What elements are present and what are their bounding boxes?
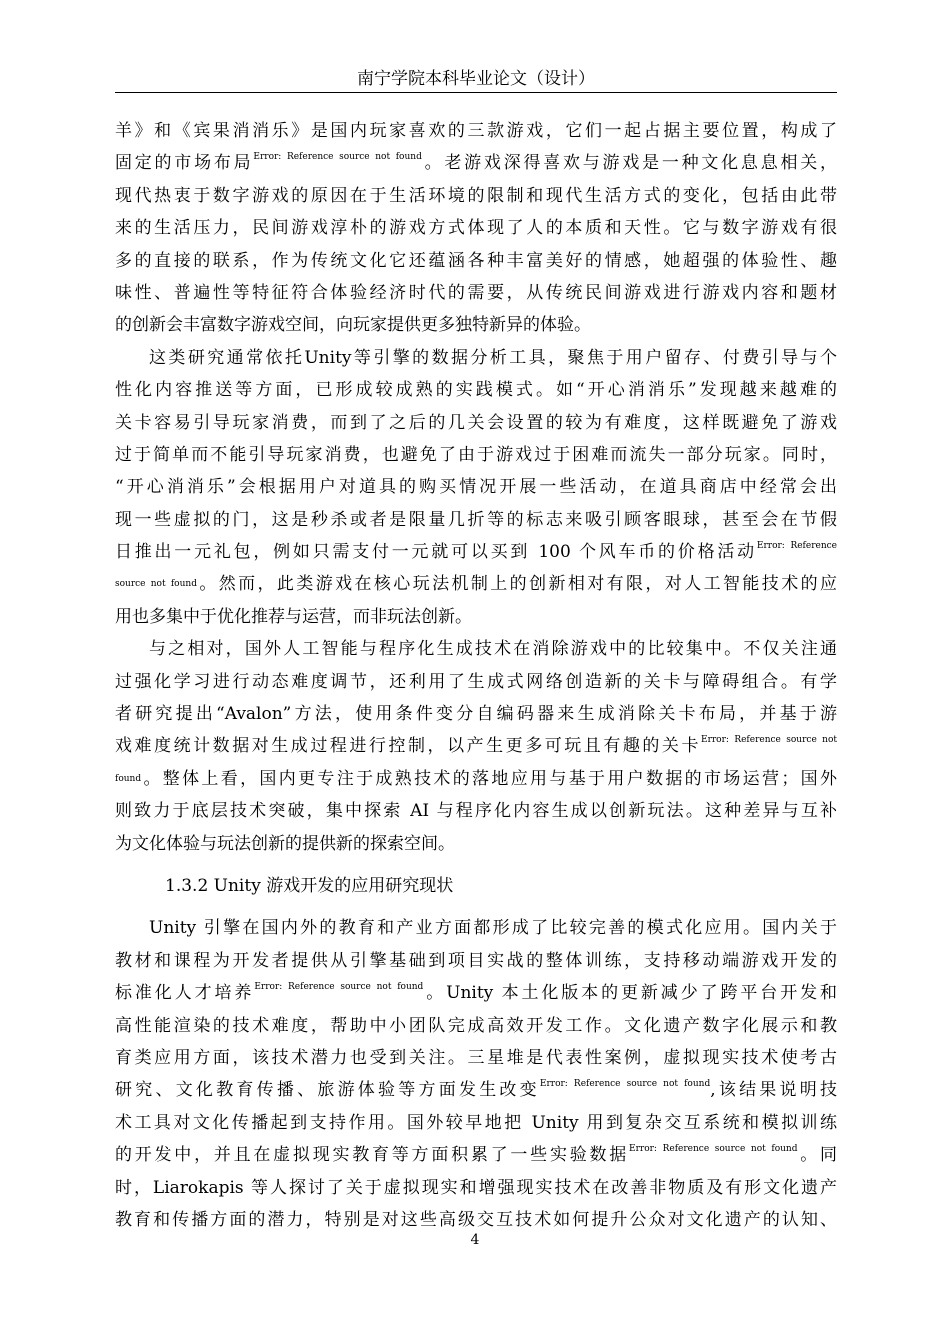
reference-error: Error: Reference [756,541,837,552]
text-run: 。老游戏深得喜欢与游戏是一种文化息息相关， [421,153,838,174]
text-line: 用也多集中于优化推荐与运营，而非玩法创新。 [115,606,472,627]
text-run: 戏难度统计数据对生成过程进行控制，以产生更多可玩且有趣的关卡 [115,736,701,757]
reference-error: Error: Reference source not [701,735,837,746]
text-line: 味性、普遍性等特征符合体验经济时代的需要，从传统民间游戏进行游戏内容和题材 [115,282,837,303]
text-run: 日推出一元礼包，例如只需支付一元就可以买到 100 个风车币的价格活动 [115,542,757,563]
reference-error: Error: Reference source not found [253,152,422,163]
text-run: ,该结果说明技 [710,1080,838,1101]
text-line: 教育和传播方面的潜力，特别是对这些高级交互技术如何提升公众对文化遗产的认知、 [115,1209,837,1230]
text-line: 这类研究通常依托Unity等引擎的数据分析工具，聚焦于用户留存、付费引导与个 [149,347,837,368]
reference-error: Error: Reference source not found [539,1079,711,1090]
text-line: 关卡容易引导玩家消费，而到了之后的几关会设置的较为有难度，这样既避免了游戏 [115,412,837,433]
text-run: 固定的市场布局 [115,153,254,174]
text-line [115,730,837,762]
text-line: “开心消消乐”会根据用户对道具的购买情况开展一些活动，在道具商店中经常会出 [115,477,837,498]
text-run: 。然而，此类游戏在核心玩法机制上的创新相对有限，对人工智能技术的应 [196,574,837,595]
text-line [115,763,837,795]
text-line [115,1074,837,1106]
text-line [115,147,837,179]
text-line: 高性能渲染的技术难度，帮助中小团队完成高效开发工作。文化遗产数字化展示和教 [115,1015,837,1036]
text-line: 教材和课程为开发者提供从引擎基础到项目实战的整体训练，支持移动端游戏开发的 [115,950,837,971]
text-line: 术工具对文化传播起到支持作用。国外较早地把 Unity 用到复杂交互系统和模拟训练 [115,1112,837,1133]
text-line [115,1139,837,1171]
text-run: 。整体上看，国内更专注于成熟技术的落地应用与基于用户数据的市场运营；国外 [141,768,837,789]
reference-error: Error: Reference source not found [254,982,424,993]
text-line: 过于简单而不能引导玩家消费，也避免了由于游戏过于困难而流失一部分玩家。同时， [115,444,837,465]
reference-error: found [115,773,142,784]
text-run: 的开发中，并且在虚拟现实教育等方面积累了一些实验数据 [115,1145,630,1166]
text-line: 过强化学习进行动态难度调节，还利用了生成式网络创造新的关卡与障碍组合。有学 [115,671,837,692]
text-run: 。Unity 本土化版本的更新减少了跨平台开发和 [423,983,838,1004]
text-line: 现一些虚拟的门，这是秒杀或者是限量几折等的标志来吸引顾客眼球，甚至会在节假 [115,509,837,530]
text-line: 羊》和《宾果消消乐》是国内玩家喜欢的三款游戏，它们一起占据主要位置，构成了 [115,121,837,141]
text-line: Unity 引擎在国内外的教育和产业方面都形成了比较完善的模式化应用。国内关于 [149,918,837,939]
page-header: 南宁学院本科毕业论文（设计） [357,69,595,89]
text-run: 标准化人才培养 [115,983,255,1004]
section-heading: 1.3.2 Unity 游戏开发的应用研究现状 [165,875,454,896]
text-line: 的创新会丰富数字游戏空间，向玩家提供更多独特新异的体验。 [115,315,591,336]
text-line: 者研究提出“Avalon”方法，使用条件变分自编码器来生成消除关卡布局，并基于游 [115,704,837,725]
text-line: 性化内容推送等方面，已形成较成熟的实践模式。如“开心消消乐”发现越来越难的 [115,380,837,401]
text-line: 育类应用方面，该技术潜力也受到关注。三星堆是代表性案例，虚拟现实技术使考古 [115,1047,837,1068]
reference-error: source not found [115,579,197,590]
text-line [115,536,837,568]
text-line: 时，Liarokapis 等人探讨了关于虚拟现实和增强现实技术在改善非物质及有形文化遗产 [115,1177,837,1198]
header-rule [115,92,837,93]
text-line: 则致力于底层技术突破，集中探索 AI 与程序化内容生成以创新玩法。这种差异与互补 [115,801,837,822]
text-line: 多的直接的联系，作为传统文化它还蕴涵各种丰富美好的情感，她超强的体验性、趣 [115,250,837,271]
reference-error: Error: Reference source not found [629,1144,798,1155]
text-line: 现代热衷于数字游戏的原因在于生活环境的限制和现代生活方式的变化，包括由此带 [115,185,837,206]
page-number: 4 [470,1232,480,1248]
text-line [115,568,837,600]
text-line: 为文化体验与玩法创新的提供新的探索空间。 [115,833,455,854]
text-line: 来的生活压力，民间游戏淳朴的游戏方式体现了人的本质和天性。它与数字游戏有很 [115,218,837,239]
document-body [115,115,837,1236]
text-run: 。同 [797,1145,838,1166]
text-run: 研究、文化教育传播、旅游体验等方面发生改变 [115,1080,540,1101]
text-line: 与之相对，国外人工智能与程序化生成技术在消除游戏中的比较集中。不仅关注通 [149,639,837,660]
text-line [115,977,837,1009]
